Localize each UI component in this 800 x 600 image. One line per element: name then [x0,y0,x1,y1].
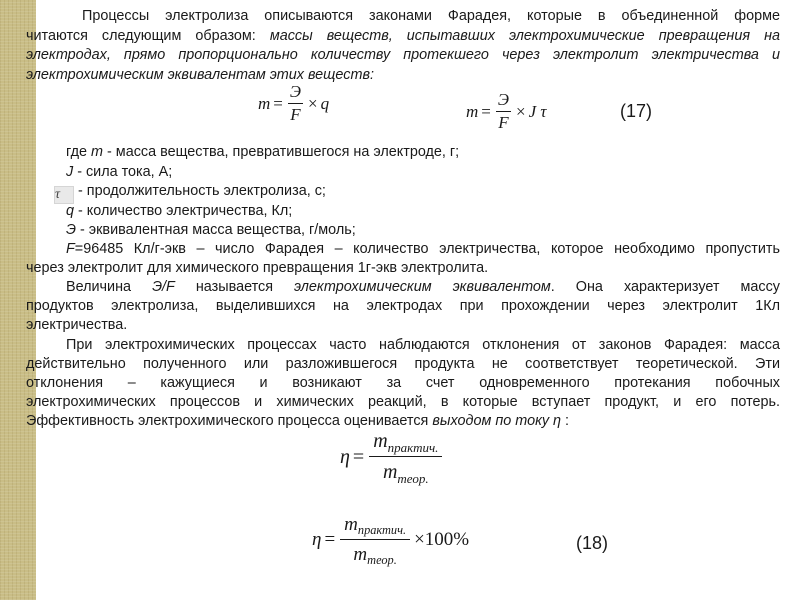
intro-line-2: читаются следующим образом: массы веществ, испытавших электрохимические превращения на [26,28,780,44]
document-page [26,0,782,600]
deviation-line-5: Эффективность электрохимического процесса оценивается выходом по току η : [26,413,570,429]
formula-17-right: m = $\frac{Э}{F}$ × J τ [466,90,547,132]
definition-tau: τ - продолжительность электролиза, с; [55,183,326,202]
definition-q: q - количество электричества, Кл; [66,203,293,219]
equation-number-17: (17) [620,101,653,121]
deviation-line-4: электрохимических процессов и химических реакций, в которые вступает продукт, и его потерь. [26,394,780,410]
deviation-line-1: При электрохимических процессах часто наблюдаются отклонения от законов Фарадея: масса [66,337,780,353]
faraday-line-2: через электролит для химического превращения 1г-экв электролита. [26,260,489,276]
definition-j: J - сила тока, А; [66,164,173,180]
faraday-line-1: F=96485 Кл/г-экв – число Фарадея – количество электричества, которое необходимо пропустить [66,241,780,257]
deviation-line-3: отклонения – кажущиеся и возникают за счет одновременного протекания побочных [26,375,780,391]
intro-line-4: электрохимическим эквивалентам этих веществ: [26,67,374,83]
tau-symbol-image: τ [54,186,74,204]
formula-18: η = $\frac{m_{практич.}}{m_{теор.}}$ ×100% [312,514,470,568]
intro-line-1: Процессы электролиза описываются законами Фарадея, которые в объединенной форме [82,8,780,24]
intro-line-3: электродах, прямо пропорционально количеству протекшего через электролит электричества и [26,47,780,63]
equivalent-line-1: Величина Э/F называется электрохимическим эквивалентом. Она характеризует массу [66,279,781,295]
formula-17-left: m = $\frac{Э}{F}$ × q [258,82,330,124]
equivalent-line-2: продуктов электролиза, выделившихся на электродах при прохождении через электролит 1Кл [26,298,780,314]
definition-e: Э - эквивалентная масса вещества, г/моль; [66,222,356,238]
formula-efficiency: η = $\frac{m_{практич.}}{m_{теор.}}$ [340,430,444,484]
definition-m: где m - масса вещества, превратившегося на электроде, г; [66,144,460,160]
equation-number-18: (18) [576,533,609,553]
equivalent-line-3: электричества. [26,317,128,333]
deviation-line-2: действительно полученного или разложившегося продукта не соответствует теоретической. Эти [26,356,780,372]
